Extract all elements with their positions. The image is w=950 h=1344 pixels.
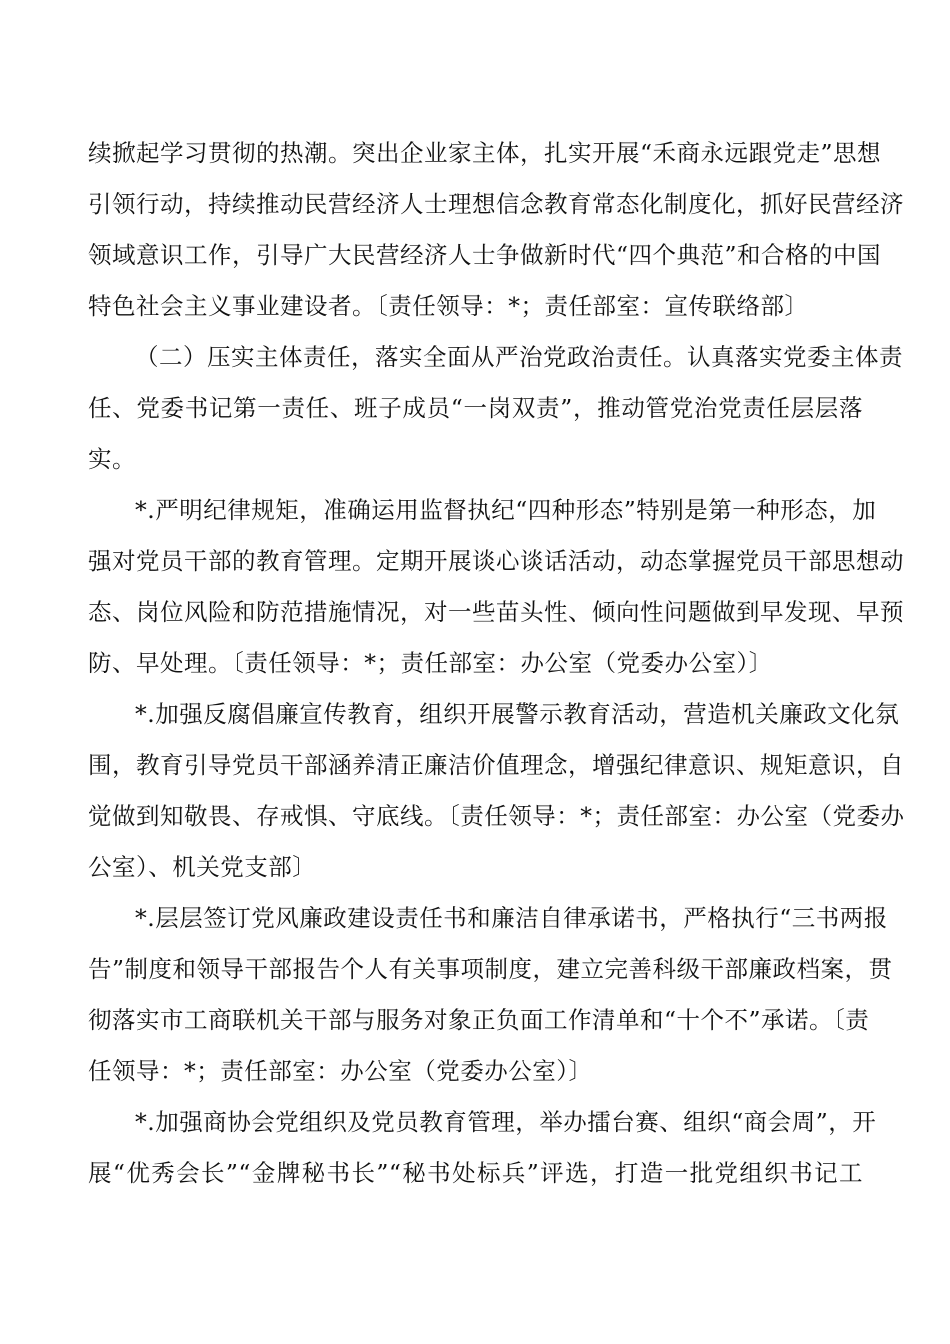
- text-line: 强对党员干部的教育管理。定期开展谈心谈话活动，动态掌握党员干部思想动: [88, 547, 904, 575]
- text-line: 告”制度和领导干部报告个人有关事项制度，建立完善科级干部廉政档案，贯: [88, 955, 893, 983]
- text-line: 围，教育引导党员干部涵养清正廉洁价值理念，增强纪律意识、规矩意识，自: [88, 751, 904, 779]
- text-line: 续掀起学习贯彻的热潮。突出企业家主体，扎实开展“禾商永远跟党走”思想: [88, 139, 882, 167]
- text-line: 任领导：*；责任部室：办公室（党委办公室）〕: [88, 1057, 593, 1085]
- text-line: 实。: [88, 445, 136, 473]
- text-line: 彻落实市工商联机关干部与服务对象正负面工作清单和“十个不”承诺。〔责: [88, 1006, 870, 1034]
- paragraph: [88, 1097, 877, 1199]
- text-line: 领域意识工作，引导广大民营经济人士争做新时代“四个典范”和合格的中国: [88, 241, 882, 269]
- text-line: *.层层签订党风廉政建设责任书和廉洁自律承诺书，严格执行“三书两报: [135, 904, 888, 932]
- text-line: 防、早处理。〔责任领导：*；责任部室：办公室（党委办公室）〕: [88, 649, 773, 677]
- text-line: 公室）、机关党支部〕: [88, 853, 317, 881]
- text-line: 任、党委书记第一责任、班子成员“一岗双责”，推动管党治党责任层层落: [88, 394, 863, 422]
- text-line: （二）压实主体责任，落实全面从严治党政治责任。认真落实党委主体责: [135, 343, 903, 371]
- text-line: 态、岗位风险和防范措施情况，对一些苗头性、倾向性问题做到早发现、早预: [88, 598, 904, 626]
- paragraph: [88, 128, 904, 332]
- text-line: 引领行动，持续推动民营经济人士理想信念教育常态化制度化，抓好民营经济: [88, 190, 904, 218]
- paragraph: [88, 893, 893, 1097]
- paragraph: [88, 485, 904, 689]
- section-heading-paragraph: [88, 332, 903, 485]
- text-line: 展“优秀会长”“金牌秘书长”“秘书处标兵”评选，打造一批党组织书记工: [88, 1159, 863, 1187]
- text-line: *.严明纪律规矩，准确运用监督执纪“四种形态”特别是第一种形态，加: [135, 496, 877, 524]
- paragraph: [88, 689, 905, 893]
- text-line: *.加强反腐倡廉宣传教育，组织开展警示教育活动，营造机关廉政文化氛: [135, 700, 900, 728]
- text-line: 觉做到知敬畏、存戒惧、守底线。〔责任领导：*；责任部室：办公室（党委办: [88, 802, 905, 830]
- text-line: *.加强商协会党组织及党员教育管理，举办擂台赛、组织“商会周”，开: [135, 1108, 877, 1136]
- text-line: 特色社会主义事业建设者。〔责任领导：*；责任部室：宣传联络部〕: [88, 292, 809, 320]
